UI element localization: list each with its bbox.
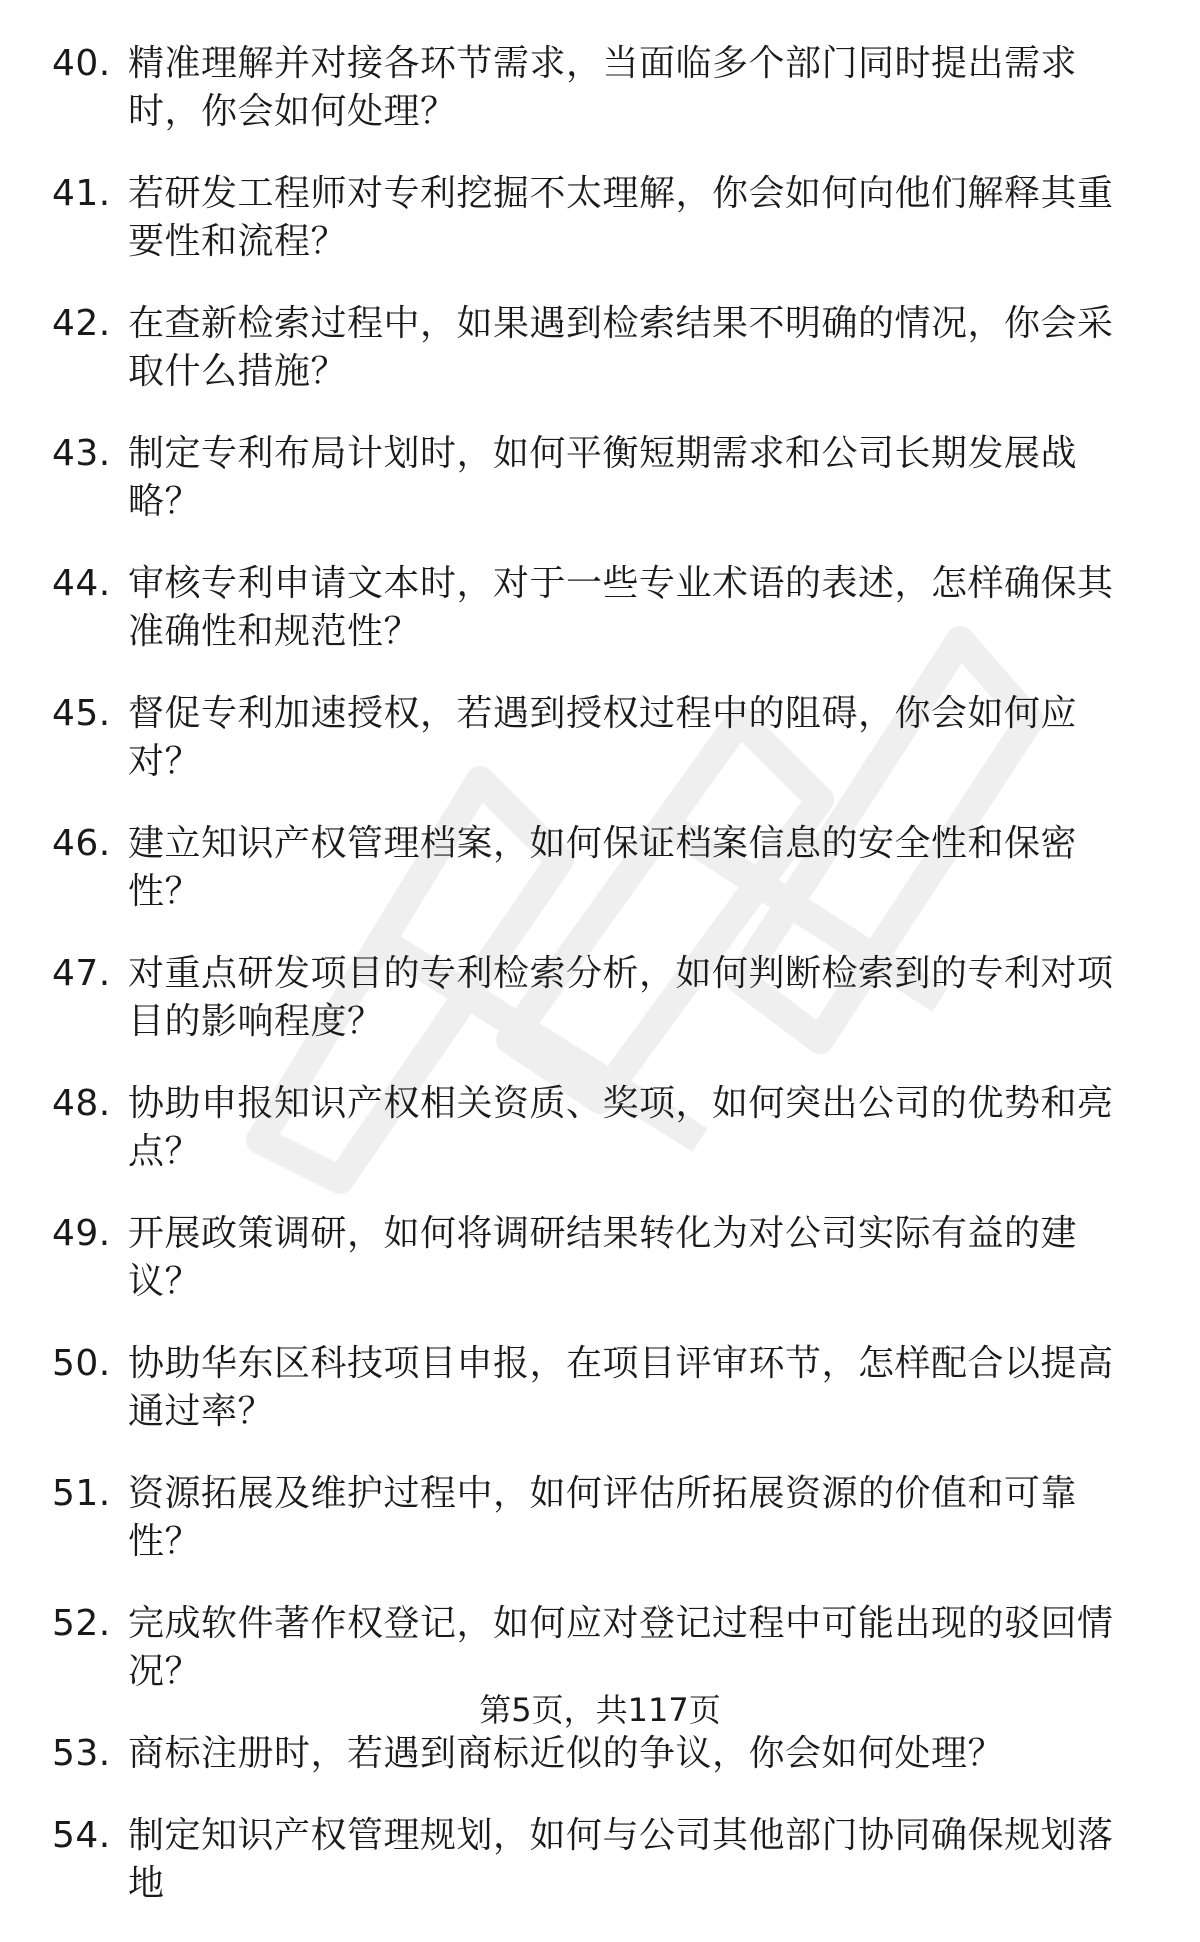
question-item-53: [0, 1730, 1200, 1778]
question-number: 43.: [52, 433, 111, 474]
question-text: 商标注册时，若遇到商标近似的争议，你会如何处理？: [128, 1733, 1005, 1774]
question-text: 完成软件著作权登记，如何应对登记过程中可能出现的驳回情况？: [128, 1603, 1114, 1692]
question-item-48: [0, 1080, 1200, 1176]
question-text: 协助申报知识产权相关资质、奖项，如何突出公司的优势和亮点？: [128, 1083, 1114, 1172]
question-text: 制定专利布局计划时，如何平衡短期需求和公司长期发展战略？: [128, 433, 1078, 522]
question-number: 46.: [52, 823, 111, 864]
question-item-45: [0, 690, 1200, 786]
question-item-40: [0, 40, 1200, 136]
question-item-43: [0, 430, 1200, 526]
question-text: 在查新检索过程中，如果遇到检索结果不明确的情况，你会采取什么措施？: [128, 303, 1114, 392]
question-text: 资源拓展及维护过程中，如何评估所拓展资源的价值和可靠性？: [128, 1473, 1078, 1562]
question-text: 制定知识产权管理规划，如何与公司其他部门协同确保规划落地: [128, 1815, 1114, 1904]
question-item-52: [0, 1600, 1200, 1696]
question-text: 开展政策调研，如何将调研结果转化为对公司实际有益的建议？: [128, 1213, 1078, 1302]
question-item-42: [0, 300, 1200, 396]
question-number: 47.: [52, 953, 111, 994]
question-item-46: [0, 820, 1200, 916]
question-text: 精准理解并对接各环节需求，当面临多个部门同时提出需求时，你会如何处理？: [128, 43, 1078, 132]
question-number: 54.: [52, 1815, 111, 1856]
question-item-41: [0, 170, 1200, 266]
question-item-51: [0, 1470, 1200, 1566]
question-item-44: [0, 560, 1200, 656]
question-number: 42.: [52, 303, 111, 344]
question-number: 41.: [52, 173, 111, 214]
question-number: 53.: [52, 1733, 111, 1774]
question-text: 督促专利加速授权，若遇到授权过程中的阻碍，你会如何应对？: [128, 693, 1078, 782]
question-number: 51.: [52, 1473, 111, 1514]
question-number: 45.: [52, 693, 111, 734]
question-number: 52.: [52, 1603, 111, 1644]
question-item-50: [0, 1340, 1200, 1436]
question-text: 建立知识产权管理档案，如何保证档案信息的安全性和保密性？: [128, 823, 1078, 912]
question-text: 审核专利申请文本时，对于一些专业术语的表述，怎样确保其准确性和规范性？: [128, 563, 1114, 652]
question-text: 协助华东区科技项目申报，在项目评审环节，怎样配合以提高通过率？: [128, 1343, 1114, 1432]
page-footer: 第5页，共117页: [479, 1691, 721, 1729]
question-item-47: [0, 950, 1200, 1046]
question-number: 50.: [52, 1343, 111, 1384]
question-item-49: [0, 1210, 1200, 1306]
question-text: 若研发工程师对专利挖掘不太理解，你会如何向他们解释其重要性和流程？: [128, 173, 1114, 262]
question-number: 48.: [52, 1083, 111, 1124]
question-text: 对重点研发项目的专利检索分析，如何判断检索到的专利对项目的影响程度？: [128, 953, 1114, 1042]
question-number: 49.: [52, 1213, 111, 1254]
question-number: 40.: [52, 43, 111, 84]
question-item-54: [0, 1812, 1200, 1908]
question-list: [0, 40, 1200, 1942]
question-number: 44.: [52, 563, 111, 604]
